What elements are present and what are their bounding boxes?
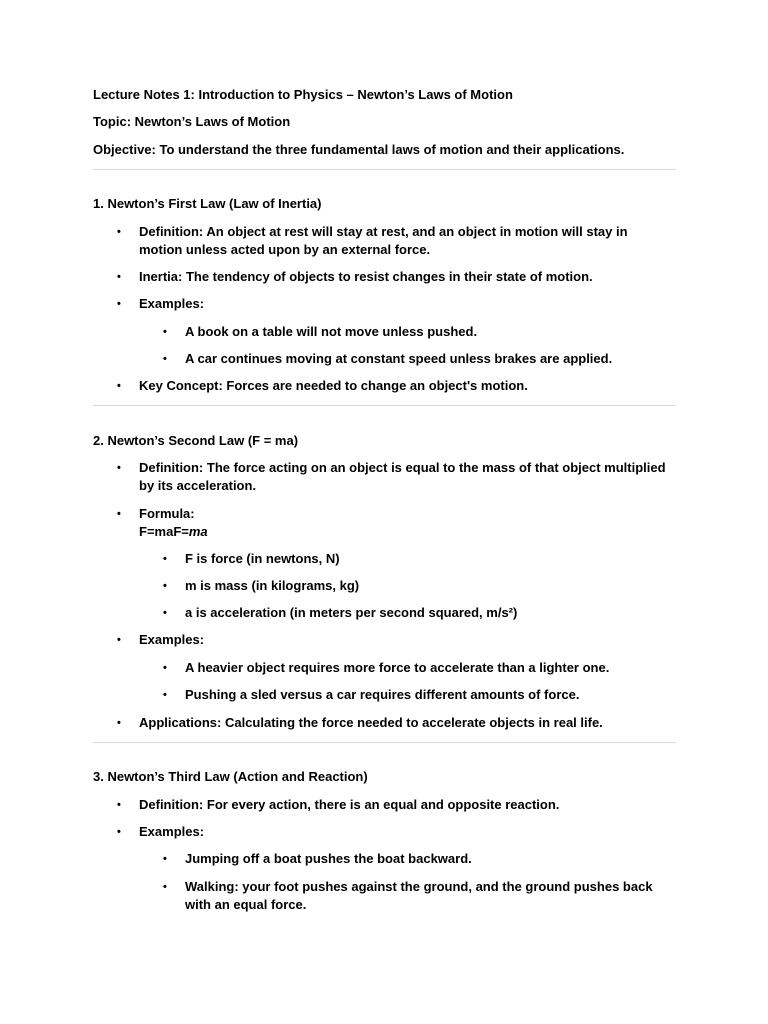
- bullet-icon: •: [117, 271, 121, 283]
- bullet-icon: •: [117, 226, 121, 238]
- bullet-icon: •: [163, 326, 167, 338]
- bullet-icon: •: [117, 634, 121, 646]
- variable-text: a is acceleration (in meters per second squared, m/s²): [185, 605, 518, 620]
- formula-italic: ma: [188, 524, 208, 539]
- examples-label: Examples:: [139, 632, 205, 647]
- list-item: [163, 878, 677, 914]
- example-text: Jumping off a boat pushes the boat backward.: [185, 851, 472, 866]
- list-item: [163, 350, 677, 368]
- applications: Applications: Calculating the force needed to accelerate objects in real life.: [139, 715, 603, 730]
- list-item: [117, 223, 669, 259]
- examples-label: Examples:: [139, 296, 205, 311]
- list-item: [117, 295, 669, 313]
- bullet-icon: •: [163, 853, 167, 865]
- example-text: Pushing a sled versus a car requires different amounts of force.: [185, 687, 580, 702]
- bullet-icon: •: [117, 298, 121, 310]
- list-item: [117, 377, 669, 395]
- list-item: [117, 459, 669, 495]
- list-item: [117, 631, 669, 649]
- list-item: [117, 823, 669, 841]
- topic-line: Topic: Newton’s Laws of Motion: [93, 114, 291, 129]
- formula: [139, 523, 669, 541]
- divider: [93, 169, 676, 170]
- document-title: Lecture Notes 1: Introduction to Physics – Newton’s Laws of Motion: [93, 87, 513, 102]
- formula-label: Formula:: [139, 506, 195, 521]
- example-text: Walking: your foot pushes against the ground, and the ground pushes back with an equal force.: [185, 879, 653, 912]
- example-text: A car continues moving at constant speed unless brakes are applied.: [185, 351, 613, 366]
- key-concept: Key Concept: Forces are needed to change an object's motion.: [139, 378, 528, 393]
- bullet-icon: •: [163, 881, 167, 893]
- third-law-definition: Definition: For every action, there is an equal and opposite reaction.: [139, 797, 560, 812]
- bullet-icon: •: [117, 508, 121, 520]
- bullet-icon: •: [163, 662, 167, 674]
- list-item: [163, 659, 677, 677]
- bullet-icon: •: [117, 717, 121, 729]
- section-heading-second-law: 2. Newton’s Second Law (F = ma): [93, 433, 299, 448]
- list-item: [117, 796, 669, 814]
- second-law-definition: Definition: The force acting on an object is equal to the mass of that object multiplied by its acceleration.: [139, 460, 666, 493]
- bullet-icon: •: [117, 462, 121, 474]
- variable-text: F is force (in newtons, N): [185, 551, 340, 566]
- bullet-icon: •: [163, 580, 167, 592]
- section-heading-first-law: 1. Newton’s First Law (Law of Inertia): [93, 196, 322, 211]
- list-item: [163, 323, 677, 341]
- formula-plain: F=maF=: [139, 524, 189, 539]
- bullet-icon: •: [163, 353, 167, 365]
- section-heading-third-law: 3. Newton’s Third Law (Action and Reaction): [93, 769, 368, 784]
- bullet-icon: •: [117, 380, 121, 392]
- divider: [93, 742, 676, 743]
- list-item: [117, 714, 669, 732]
- bullet-icon: •: [117, 799, 121, 811]
- list-item: [163, 577, 677, 595]
- bullet-icon: •: [117, 826, 121, 838]
- example-text: A book on a table will not move unless pushed.: [185, 324, 478, 339]
- list-item: [163, 604, 677, 622]
- list-item: [117, 268, 669, 286]
- bullet-icon: •: [163, 553, 167, 565]
- list-item: [117, 505, 669, 541]
- list-item: [163, 850, 677, 868]
- bullet-icon: •: [163, 607, 167, 619]
- list-item: [163, 686, 677, 704]
- bullet-icon: •: [163, 689, 167, 701]
- inertia-definition: Inertia: The tendency of objects to resist changes in their state of motion.: [139, 269, 593, 284]
- first-law-definition: Definition: An object at rest will stay at rest, and an object in motion will stay in motion unless acted upon by an external force.: [139, 224, 628, 257]
- divider: [93, 405, 676, 406]
- list-item: [163, 550, 677, 568]
- variable-text: m is mass (in kilograms, kg): [185, 578, 360, 593]
- objective-line: Objective: To understand the three fundamental laws of motion and their applications.: [93, 142, 625, 157]
- example-text: A heavier object requires more force to accelerate than a lighter one.: [185, 660, 610, 675]
- examples-label: Examples:: [139, 824, 205, 839]
